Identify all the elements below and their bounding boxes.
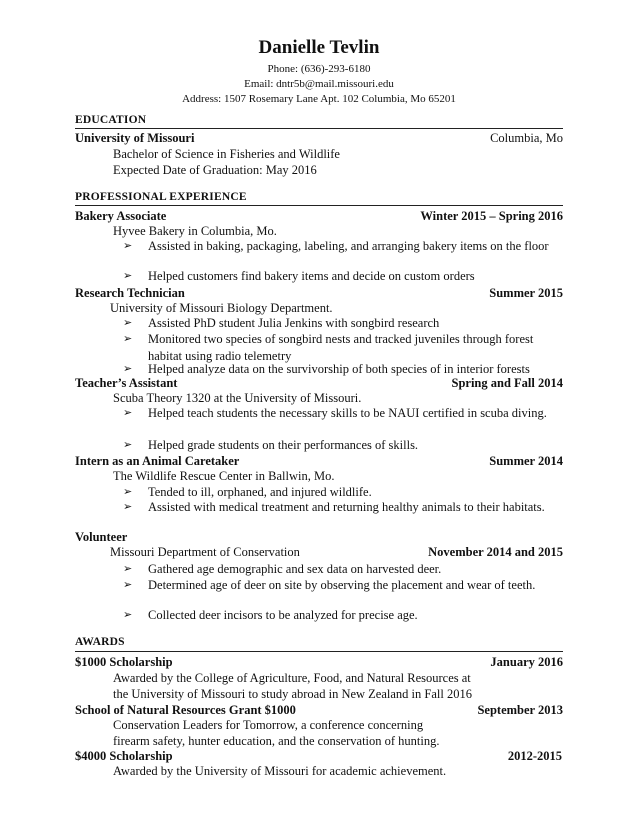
education-degree: Bachelor of Science in Fisheries and Wildlife bbox=[113, 147, 340, 161]
job-bullet bbox=[123, 405, 563, 422]
job-date: November 2014 and 2015 bbox=[428, 545, 563, 559]
award-description: firearm safety, hunter education, and the conservation of hunting. bbox=[113, 734, 440, 748]
job-title: Teacher’s Assistant bbox=[75, 376, 178, 390]
job-title: Research Technician bbox=[75, 286, 185, 300]
address-line: Address: 1507 Rosemary Lane Apt. 102 Columbia, Mo 65201 bbox=[182, 93, 456, 105]
job-bullet bbox=[123, 577, 563, 594]
education-heading: EDUCATION bbox=[75, 114, 147, 126]
award-date: January 2016 bbox=[490, 655, 563, 669]
arrow-bullet-icon: ➢ bbox=[123, 563, 133, 575]
award-title: School of Natural Resources Grant $1000 bbox=[75, 703, 296, 717]
email-line: Email: dntr5b@mail.missouri.edu bbox=[244, 78, 394, 90]
job-date: Spring and Fall 2014 bbox=[451, 376, 563, 390]
arrow-bullet-icon: ➢ bbox=[123, 270, 133, 282]
job-organization: Hyvee Bakery in Columbia, Mo. bbox=[113, 224, 277, 238]
job-bullet-text: Monitored two species of songbird nests and tracked juveniles through forest habitat using radio telemetry bbox=[148, 332, 534, 363]
award-title: $1000 Scholarship bbox=[75, 655, 173, 669]
award-description: Awarded by the College of Agriculture, Food, and Natural Resources at bbox=[113, 671, 471, 685]
arrow-bullet-icon: ➢ bbox=[123, 439, 133, 451]
job-bullet-text: Assisted in baking, packaging, labeling, and arranging bakery items on the floor bbox=[148, 239, 549, 253]
award-description: Conservation Leaders for Tomorrow, a conference concerning bbox=[113, 718, 424, 732]
job-bullet-text: Collected deer incisors to be analyzed for precise age. bbox=[148, 608, 418, 622]
job-bullet bbox=[123, 238, 563, 255]
arrow-bullet-icon: ➢ bbox=[123, 609, 133, 621]
award-title: $4000 Scholarship bbox=[75, 749, 173, 763]
arrow-bullet-icon: ➢ bbox=[123, 317, 133, 329]
job-date: Summer 2014 bbox=[489, 454, 563, 468]
experience-rule bbox=[75, 205, 563, 206]
job-title: Bakery Associate bbox=[75, 209, 167, 223]
job-bullet-text: Assisted with medical treatment and returning healthy animals to their habitats. bbox=[148, 500, 545, 514]
applicant-name: Danielle Tevlin bbox=[258, 37, 380, 58]
education-rule bbox=[75, 128, 563, 129]
job-bullet-text: Assisted PhD student Julia Jenkins with songbird research bbox=[148, 316, 440, 330]
awards-rule bbox=[75, 651, 563, 652]
job-bullet-text: Helped analyze data on the survivorship of both species of in interior forests bbox=[148, 362, 530, 376]
job-bullet-text: Determined age of deer on site by observing the placement and wear of teeth. bbox=[148, 578, 536, 592]
job-bullet-text: Tended to ill, orphaned, and injured wildlife. bbox=[148, 485, 372, 499]
job-bullet bbox=[123, 437, 563, 454]
job-title: Intern as an Animal Caretaker bbox=[75, 454, 240, 468]
job-bullet bbox=[123, 499, 563, 516]
job-organization: The Wildlife Rescue Center in Ballwin, Mo. bbox=[113, 469, 335, 483]
education-graduation: Expected Date of Graduation: May 2016 bbox=[113, 163, 317, 177]
phone-line: Phone: (636)-293-6180 bbox=[267, 63, 371, 75]
arrow-bullet-icon: ➢ bbox=[123, 407, 133, 419]
job-title: Volunteer bbox=[75, 530, 128, 544]
job-date: Summer 2015 bbox=[489, 286, 563, 300]
job-bullet-text: Helped teach students the necessary skills to be NAUI certified in scuba diving. bbox=[148, 406, 547, 420]
job-organization: Missouri Department of Conservation bbox=[110, 545, 300, 559]
arrow-bullet-icon: ➢ bbox=[123, 333, 133, 345]
education-school: University of Missouri bbox=[75, 131, 195, 145]
job-organization: University of Missouri Biology Department. bbox=[110, 301, 333, 315]
arrow-bullet-icon: ➢ bbox=[123, 486, 133, 498]
job-bullet bbox=[123, 268, 563, 285]
arrow-bullet-icon: ➢ bbox=[123, 579, 133, 591]
job-bullet-text: Helped customers find bakery items and decide on custom orders bbox=[148, 269, 475, 283]
job-bullet bbox=[123, 561, 563, 578]
arrow-bullet-icon: ➢ bbox=[123, 363, 133, 375]
job-bullet bbox=[123, 331, 563, 364]
award-description: the University of Missouri to study abroad in New Zealand in Fall 2016 bbox=[113, 687, 472, 701]
experience-heading: PROFESSIONAL EXPERIENCE bbox=[75, 191, 247, 203]
job-bullet bbox=[123, 607, 563, 624]
job-bullet bbox=[123, 315, 563, 332]
job-date: Winter 2015 – Spring 2016 bbox=[420, 209, 563, 223]
award-date: 2012-2015 bbox=[507, 749, 562, 763]
job-organization: Scuba Theory 1320 at the University of Missouri. bbox=[113, 391, 362, 405]
education-location: Columbia, Mo bbox=[490, 131, 563, 145]
job-bullet-text: Helped grade students on their performances of skills. bbox=[148, 438, 419, 452]
arrow-bullet-icon: ➢ bbox=[123, 240, 133, 252]
award-description: Awarded by the University of Missouri for academic achievement. bbox=[113, 764, 447, 778]
job-bullet-text: Gathered age demographic and sex data on harvested deer. bbox=[148, 562, 442, 576]
awards-heading: AWARDS bbox=[75, 636, 125, 648]
arrow-bullet-icon: ➢ bbox=[123, 501, 133, 513]
award-date: September 2013 bbox=[477, 703, 563, 717]
